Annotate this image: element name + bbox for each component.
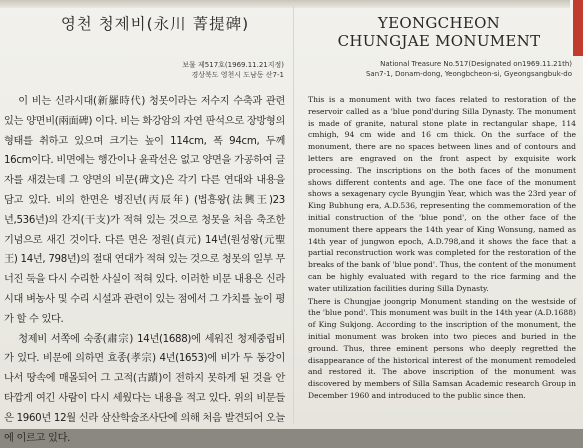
- korean-body: [4, 92, 285, 448]
- english-title-line1: YEONGCHEON: [377, 14, 501, 32]
- korean-paragraph: 청제비 서쪽에 숙종(肅宗) 14년(1688)에 세워진 청제중립비가 있다. 비문에 의하면 효종(孝宗) 4년(1653)에 비가 두 동강이 나서 땅속에 매몰되어 그 고적(古蹟)이 전하지 못하게 된 것을 안타깝게 여긴 사람이 다시 세웠다는 내용을 적고 있다. 위의 비문들은 1960년 12월 신라 삼산학술조사단에 의해 처음 발견되어 오늘에 이르고 있다.: [4, 333, 285, 444]
- korean-location: 경상북도 영천시 도남동 산7-1: [191, 71, 284, 79]
- english-location: San7-1, Donam-dong, Yeongbcheon-si, Gyeongsangbuk-do: [365, 70, 572, 78]
- column-divider: [293, 6, 294, 424]
- english-paragraph: This is a monument with two faces related to restoration of the reservoir called as a 'blue pond'during Silla Dynasty. The monument is made of granite, natural stone plate in rectangular shape, 114 cmhigh, 94 cm wide and 16 cm thick. On the surface of the monument, there are no spaces between lines and of contours and letters are engraved on the front aspect by exquisite work processing. The inscriptions on the both faces of the monument shows different contents and age. The one face of the monument shows a sexagenary cycle Byungjin Year, which was the 23rd year of King Bubhung era, A.D.536, representing the commemoration of the initial construction of the 'blue pond', on the other face of the monument there appears the 14th year of King Wonsung, named as 14th year of jungwon epoch, A.D.798,and it shows the face that a partial reconstruction work was completed for the restoration of the breaks of the bank of 'blue pond'. Thus, the content of the monument can be highly evaluated with regard to the rice farming and the water utilization facilities during Silla Dynasty.: [308, 95, 576, 293]
- english-body: [308, 94, 576, 403]
- english-designation: National Treasure No.517(Designated on1969.11.21th): [380, 60, 572, 68]
- korean-paragraph: 이 비는 신라시대(新羅時代) 청못이라는 저수지 수축과 관련 있는 양면비(兩面碑) 이다. 비는 화강암의 자연 판석으로 장방형의 형태를 취하고 있으며 크기는 높이 114cm, 폭 94cm, 두께 16cm이다. 비면에는 행간이나 윤곽선은 없고 양면을 가공하여 글자를 새겼는데 그 양면의 비문(碑文)은 각기 다른 연대와 내용을 담고 있다. 비의 한면은 병진년(丙辰年) (법흥왕(法興王)23년,536년)의 간지(干支)가 적혀 있는 것으로 청못을 처음 축조한 기념으로 새긴 것이다. 다른 면은 정원(貞元) 14년(원성왕(元聖王) 14년, 798년)의 절대 연대가 적혀 있는 것으로 청못의 일부 무너진 둑을 다시 수리한 사실이 적혀 있다. 이러한 비문 내용은 신라시대 벼농사 및 수리 시설과 관련이 있는 점에서 그 가치를 높이 평가 할 수 있다.: [4, 96, 285, 325]
- english-title-line2: CHUNGJAE MONUMENT: [337, 32, 541, 50]
- korean-title: 영천 청제비(永川 菁提碑): [60, 15, 250, 33]
- board-frame: [0, 0, 583, 8]
- korean-designation: 보물 제517호(1969.11.21지정): [182, 61, 284, 69]
- english-paragraph: There is Chungjae joongrip Monument standing on the westside of the 'blue pond'. This monument was built in the 14th year (A.D.1688) of King Sukjong. According to the inscription of the monument, the initial monument was broken into two pieces and buried in the ground. Thus, three eminent persons who deeply regretted the disappearance of the historical interest of the monument remodeled and restored it. The above inscription of the monument was discovered by members of Silla Samsan Academic research Group in December 1960 and introduced to the public since then.: [308, 296, 576, 400]
